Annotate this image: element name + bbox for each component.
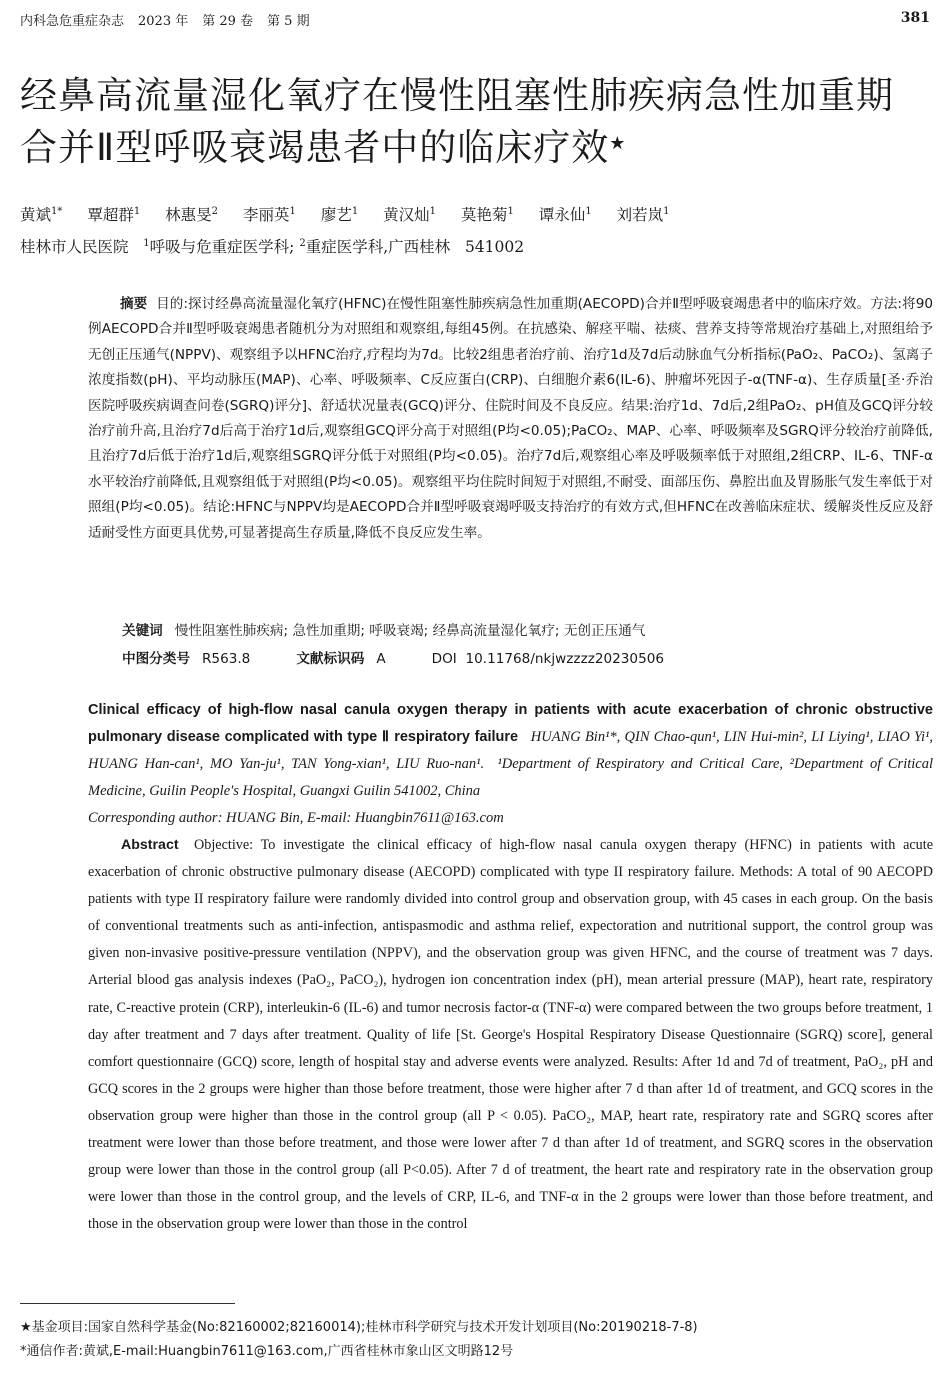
funding-star-icon: ★ — [609, 133, 627, 154]
page-number: 381 — [900, 10, 930, 26]
hospital-name: 桂林市人民医院 — [20, 238, 129, 256]
keywords-text: 慢性阻塞性肺疾病; 急性加重期; 呼吸衰竭; 经鼻高流量湿化氧疗; 无创正压通气 — [174, 623, 646, 639]
abstract-label-cn: 摘要 — [120, 296, 148, 312]
keywords — [122, 619, 645, 639]
author: 廖艺$^1$ — [320, 205, 359, 224]
running-head — [20, 10, 930, 30]
author: 李丽英$^1$ — [242, 205, 296, 224]
author: 覃超群$^1$ — [87, 205, 141, 224]
abstract-text-cn: 目的:探讨经鼻高流量湿化氧疗(HFNC)在慢性阻塞性肺疾病急性加重期(AECOPD)合并Ⅱ型呼吸衰竭患者中的临床疗效。方法:将90例AECOPD合并Ⅱ型呼吸衰竭患者随机分为对照组和观察组,每组45例。在抗感染、解痉平喘、祛痰、营养支持等常规治疗基础上,对照组给予无创正压通气(NPPV)、观察组予以HFNC治疗,疗程均为7d。比较2组患者治疗前、治疗1d及7d后动脉血气分析指标(PaO₂、PaCO₂)、氢离子浓度指数(pH)、平均动脉压(MAP)、心率、呼吸频率、C反应蛋白(CRP)、白细胞介素6(IL-6)、肿瘤坏死因子-α(TNF-α)、生存质量[圣·乔治医院呼吸疾病调查问卷(SGRQ)评分]、舒适状况量表(GCQ)评分、住院时间及不良反应。结果:治疗1d、7d后,2组PaO₂、pH值及GCQ评分较治疗前升高,且治疗7d后高于治疗1d后,观察组GCQ评分高于对照组(P均<0.05);PaCO₂、MAP、心率、呼吸频率及SGRQ评分较治疗前降低,且治疗7d后低于治疗1d后,观察组SGRQ评分低于对照组(P均<0.05)。治疗7d后,观察组心率及呼吸频率低于对照组,2组CRP、IL-6、TNF-α水平较治疗前降低,且观察组低于对照组(P均<0.05)。观察组平均住院时间短于对照组,不耐受、面部压伤、鼻腔出血及胃肠胀气发生率低于对照组(P均<0.05)。结论:HFNC与NPPV均是AECOPD合并Ⅱ型呼吸衰竭呼吸支持治疗的有效方式,但HFNC在改善临床症状、缓解炎性反应及舒适耐受性方面更具优势,可显著提高生存质量,降低不良反应发生率。 — [88, 296, 934, 541]
clc-value: R563.8 — [201, 651, 251, 667]
journal-info — [20, 10, 324, 30]
english-abstract — [88, 832, 933, 1238]
author: 莫艳菊$^1$ — [460, 205, 514, 224]
doi-label: DOI — [431, 651, 457, 667]
footnote-divider — [20, 1303, 235, 1304]
author-list — [20, 203, 935, 225]
journal-issue: 第 5 期 — [267, 14, 310, 29]
author: 谭永仙$^1$ — [538, 205, 592, 224]
author: 黄汉灿$^1$ — [383, 205, 437, 224]
article-title — [20, 70, 935, 174]
author: 黄斌$^{1*}$ — [20, 205, 63, 224]
department-2: 重症医学科,广西桂林 — [305, 238, 451, 256]
clc-label: 中图分类号 — [122, 651, 190, 667]
english-title: Clinical efficacy of high-flow nasal canula oxygen therapy in patients with acute exacerbation of chronic obstructive pulmonary disease complicated with type Ⅱ respiratory failure — [88, 702, 933, 745]
abstract-text-en: Objective: To investigate the clinical efficacy of high-flow nasal canula oxygen therapy (HFNC) in patients with acute exacerbation of chronic obstructive pulmonary disease (AECOPD) complicated with type II respiratory failure. Methods: A total of 90 AECOPD patients with type II respiratory failure were randomly divided into control group and observation group, with 45 cases in each group. On the basis of conventional treatments such as anti-infection, antispasmodic and asthma relief, expectoration and nutritional support, the control group was given non-invasive positive-pressure ventilation (NPPV), and the observation group was given HFNC, and the course of treatment was 7 days. Arterial blood gas analysis indexes (PaO₂, PaCO₂), hydrogen ion concentration index (pH), mean arterial pressure (MAP), heart rate, respiratory rate, C-reactive protein (CRP), interleukin-6 (IL-6) and tumor necrosis factor-α (TNF-α) were compared between the two groups before treatment, 1 day after treatment and 7 days after treatment. Quality of life [St. George's Hospital Respiratory Disease Questionnaire (SGRQ) score], general comfort questionnaire (GCQ) score, length of hospital stay and adverse events were analyzed. Results: After 1d and 7d of treatment, PaO₂, pH and GCQ scores in the 2 groups were higher than those before treatment, those were higher after 7 d than after 1d of treatment, and GCQ scores in the observation group were higher than those in the control group (all P < 0.05). PaCO₂, MAP, heart rate, respiratory rate and SGRQ scores after treatment were lower than those before treatment, and those were lower after 7 d than after 1d of treatment, and SGRQ scores in the observation group were lower than those in the control group (all P<0.05). After 7 d of treatment, the heart rate and respiratory rate in the observation group were lower than those in the control group, and the levels of CRP, IL-6, and TNF-α in the 2 groups were lower than those before treatment, and those in the observation group were lower than those in the control — [88, 837, 933, 1233]
journal-name: 内科急危重症杂志 — [20, 14, 125, 29]
author: 刘若岚$^1$ — [616, 205, 670, 224]
doc-code-value: A — [376, 651, 386, 667]
postcode: 541002 — [464, 238, 525, 256]
corresponding-author: Corresponding author: HUANG Bin, E-mail: Huangbin7611@163.com — [88, 810, 504, 826]
journal-volume: 第 29 卷 — [202, 14, 254, 29]
affiliation: 桂林市人民医院 $^1$呼吸与危重症医学科; $^2$重症医学科,广西桂林 541002 — [20, 237, 525, 256]
author: 林惠旻$^2$ — [165, 205, 219, 224]
title-line-2: 合并Ⅱ型呼吸衰竭患者中的临床疗效★ — [20, 126, 627, 169]
english-authors: HUANG Bin¹*, QIN Chao-qun¹, LIN Hui-min², LI Liying¹, LIAO Yi¹, HUANG Han-can¹, MO Yan-ju¹, TAN Yong-xian¹, LIU Ruo-nan¹. — [88, 729, 933, 772]
english-affiliation: ¹Department of Respiratory and Critical Care, ²Department of Critical Medicine, Guilin People's Hospital, Guangxi Guilin 541002, China — [88, 756, 933, 799]
department-1: 呼吸与危重症医学科; — [149, 238, 295, 256]
classification-line — [122, 647, 664, 667]
abstract-label-en: Abstract — [121, 837, 179, 853]
english-title-block — [88, 697, 933, 832]
chinese-abstract — [88, 292, 933, 546]
corresponding-footnote: *通信作者:黄斌,E-mail:Huangbin7611@163.com,广西省桂林市象山区文明路12号 — [20, 1344, 514, 1359]
keywords-label: 关键词 — [122, 623, 163, 639]
journal-year: 2023 年 — [138, 14, 189, 29]
doi-value: 10.11768/nkjwzzzz20230506 — [465, 651, 665, 667]
doc-code-label: 文献标识码 — [296, 651, 365, 667]
title-line-1: 经鼻高流量湿化氧疗在慢性阻塞性肺疾病急性加重期 — [20, 74, 894, 117]
funding-footnote: ★基金项目:国家自然科学基金(No:82160002;82160014);桂林市科学研究与技术开发计划项目(No:20190218-7-8) — [20, 1320, 698, 1335]
